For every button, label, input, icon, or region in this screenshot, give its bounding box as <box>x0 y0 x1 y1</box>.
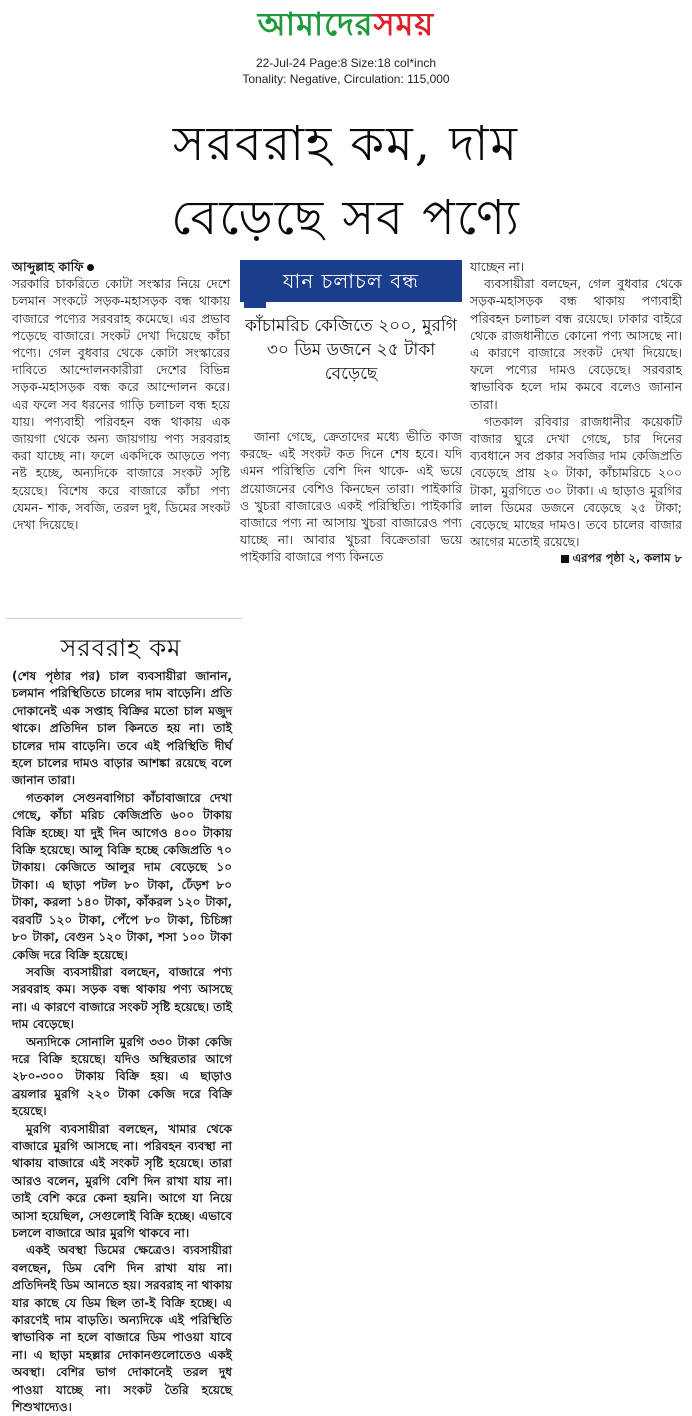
paragraph: সবজি ব্যবসায়ীরা বলছেন, বাজারে পণ্য সরবরাহ কম। সড়ক বন্ধ থাকায় পণ্য আসছে না। এ কারণে বাজারে সংকট সৃষ্টি হয়েছে। তাই দাম বেড়েছে। <box>12 964 232 1032</box>
paragraph: গতকাল সেগুনবাগিচা কাঁচাবাজারে দেখা গেছে, কাঁচা মরিচ কেজিপ্রতি ৬০০ টাকায় বিক্রি হচ্ছে। যা দুই দিন আগেও ৪০০ টাকায় বিক্রি হয়েছে। আলু বিক্রি হচ্ছে কেজিপ্রতি ৭০ টাকায়। কেজিতে আলুর দাম বেড়েছে ১০ টাকা। এ ছাড়া পটল ৮০ টাকা, ঢেঁড়শ ৮০ টাকা, করলা ১৪০ টাকা, কাঁকরল ১২০ টাকা, বরবটি ১২০ টাকা, পেঁপে ৮০ টাকা, চিচিঙ্গা ৮০ টাকা, বেগুন ১২০ টাকা, শসা ১০০ টাকা কেজি দরে বিক্রি হয়েছে। <box>12 790 232 962</box>
clipping-meta-line-2: Tonality: Negative, Circulation: 115,000 <box>242 72 450 86</box>
paragraph: গতকাল রবিবার রাজধানীর কয়েকটি বাজার ঘুরে দেখা গেছে, চার দিনের ব্যবধানে সব প্রকার সবজির দাম কেজিপ্রতি বেড়েছে প্রায় ২০ টাকা, কাঁচামরিচে ২০০ টাকা, মুরগিতে ৩০ টাকা। এ ছাড়াও মুরগির লাল ডিমের ডজনে বেড়েছে ২৫ টাকা; বেড়েছে মাছের দামও। তবে চালের বাজার আগের মতোই রয়েছে। <box>470 413 682 550</box>
article-column-3 <box>470 258 682 568</box>
newspaper-logo <box>258 2 434 46</box>
square-bullet-icon <box>561 555 569 563</box>
paragraph: সরকারি চাকরিতে কোটা সংস্কার নিয়ে দেশে চলমান সংকটে সড়ক-মহাসড়ক বন্ধ থাকায় বাজারে পণ্যের সরবরাহ কমেছে। এর প্রভাব পড়েছে বাজারে। সংকট দেখা দিয়েছে কাঁচা পণ্যে। গেল বুধবার থেকে কোটা সংস্কারের দাবিতে আন্দোলনকারীরা দেশের বিভিন্ন সড়ক-মহাসড়ক বন্ধ করে আন্দোলন করে। এর ফলে সব ধরনের গাড়ি চলাচল বন্ধ হয়ে যায়। পণ্যবাহী পরিবহন বন্ধ থাকায় এক জায়গা থেকে অন্য জায়গায় পণ্য সরবরাহ করা যাচ্ছে না। ফলে একদিকে আড়তে পণ্য নষ্ট হচ্ছে, অন্যদিকে বাজারে সংকট সৃষ্টি হয়েছে। বিশেষ করে বাজারে কাঁচা পণ্য যেমন- শাক, সবজি, তরল দুধ, ডিমের সংকট দেখা দিয়েছে। <box>12 276 230 533</box>
paragraph: ব্যবসায়ীরা বলছেন, গেল বুধবার থেকে সড়ক-মহাসড়ক বন্ধ থাকায় পণ্যবাহী পরিবহন চলাচল বন্ধ রয়েছে। ঢাকার বাইরে থেকে রাজধানীতে কোনো পণ্য আসছে না। এ কারণে বাজারে সংকট দেখা দিয়েছে। ফলে পণ্যের দামও বেড়েছে। সরবরাহ স্বাভাবিক হলে দাম কমবে বলেও জানান তারা। <box>470 276 682 412</box>
paragraph: যাচ্ছেন না। <box>470 259 525 274</box>
continued-note: এরপর পৃষ্ঠা ২, কলাম ৮ <box>470 550 682 567</box>
subheadline: কাঁচামরিচ কেজিতে ২০০, মুরগি ৩০ ডিম ডজনে ২৫ টাকা বেড়েছে <box>245 316 457 384</box>
clipping-meta-line-1: 22-Jul-24 Page:8 Size:18 col*inch <box>255 56 437 70</box>
headline-line-2: বেড়েছে সব পণ্যে <box>171 190 521 246</box>
continuation-body <box>12 668 232 1416</box>
paragraph: অন্যদিকে সোনালি মুরগি ৩৩০ টাকা কেজি দরে বিক্রি হয়েছে। যদিও অস্থিরতার আগে ২৮০-৩০০ টাকায় বিক্রি হয়। এ ছাড়াও ব্রয়লার মুরগি ২২০ টাকা কেজি দরে বিক্রি হয়েছে। <box>12 1034 232 1119</box>
byline: আব্দুল্লাহ কাফি <box>12 258 230 275</box>
section-banner: যান চলাচল বন্ধ <box>240 260 462 302</box>
bullet-dot-icon <box>87 264 94 271</box>
headline-line-1: সরবরাহ কম, দাম <box>172 116 520 172</box>
paragraph: (শেষ পৃষ্ঠার পর) চাল ব্যবসায়ীরা জানান, চলমান পরিস্থিতিতে চালের দাম বাড়েনি। প্রতি দোকানেই এক সপ্তাহ বিক্রির মতো চাল মজুদ থাকে। প্রতিদিন চাল কিনতে হয় না। তাই চালের দাম বাড়েনি। তবে এই পরিস্থিতি দীর্ঘ হলে চালের দামও বাড়ার আশঙ্কা রয়েছে বলে জানান তারা। <box>12 669 232 788</box>
divider <box>6 618 242 619</box>
logo-part-2: সময় <box>373 5 435 43</box>
paragraph: জানা গেছে, ক্রেতাদের মধ্যে ভীতি কাজ করছে- এই সংকট কত দিনে শেষ হবে। যদি এমন পরিস্থিতি বেশি দিন থাকে- এই ভয়ে প্রয়োজনের বেশিও কিনছেন তারা। পাইকারি ও খুচরা বাজারেও একই পরিস্থিতি। পাইকারি বাজারে পণ্য না আসায় খুচরা বাজারেও পণ্য যাচ্ছে না। আবার খুচরা বিক্রেতারা ভয়ে পাইকারি বাজারে পণ্য কিনতে <box>240 429 462 565</box>
continuation-title: সরবরাহ কম <box>60 634 182 662</box>
article-column-1 <box>12 258 230 533</box>
paragraph: একই অবস্থা ডিমের ক্ষেত্রেও। ব্যবসায়ীরা বলছেন, ডিম বেশি দিন রাখা যায় না। প্রতিদিনই ডিম আনতে হয়। সরবরাহ না থাকায় যার কাছে যে ডিম ছিল তা-ই বিক্রি হচ্ছে। এ কারণেই দাম বাড়তি। অন্যদিকে এই পরিস্থিতি স্বাভাবিক না হলে বাজারে ডিম পাওয়া যাবে না। এ ছাড়া মহল্লার দোকানগুলোতেও একই অবস্থা। বেশির ভাগ দোকানেই তরল দুধ পাওয়া যাচ্ছে না। সংকট তৈরি হয়েছে শিশুখাদ্যেও। <box>12 1243 232 1415</box>
paragraph: মুরগি ব্যবসায়ীরা বলছেন, খামার থেকে বাজারে মুরগি আসছে না। পরিবহন ব্যবস্থা না থাকায় বাজারে এই সংকট সৃষ্টি হয়েছে। তারা আরও বলেন, মুরগি বেশি দিন রাখা যায় না। তাই বেশি করে কেনা হয়নি। আগে যা নিয়ে আসা হয়েছিল, সেগুলোই বিক্রি হচ্ছে। এভাবে চললে বাজারে আর মুরগি থাকবে না। <box>12 1121 232 1240</box>
logo-part-1: আমাদের <box>257 5 374 43</box>
newspaper-masthead <box>0 2 692 48</box>
article-column-2 <box>240 428 462 566</box>
